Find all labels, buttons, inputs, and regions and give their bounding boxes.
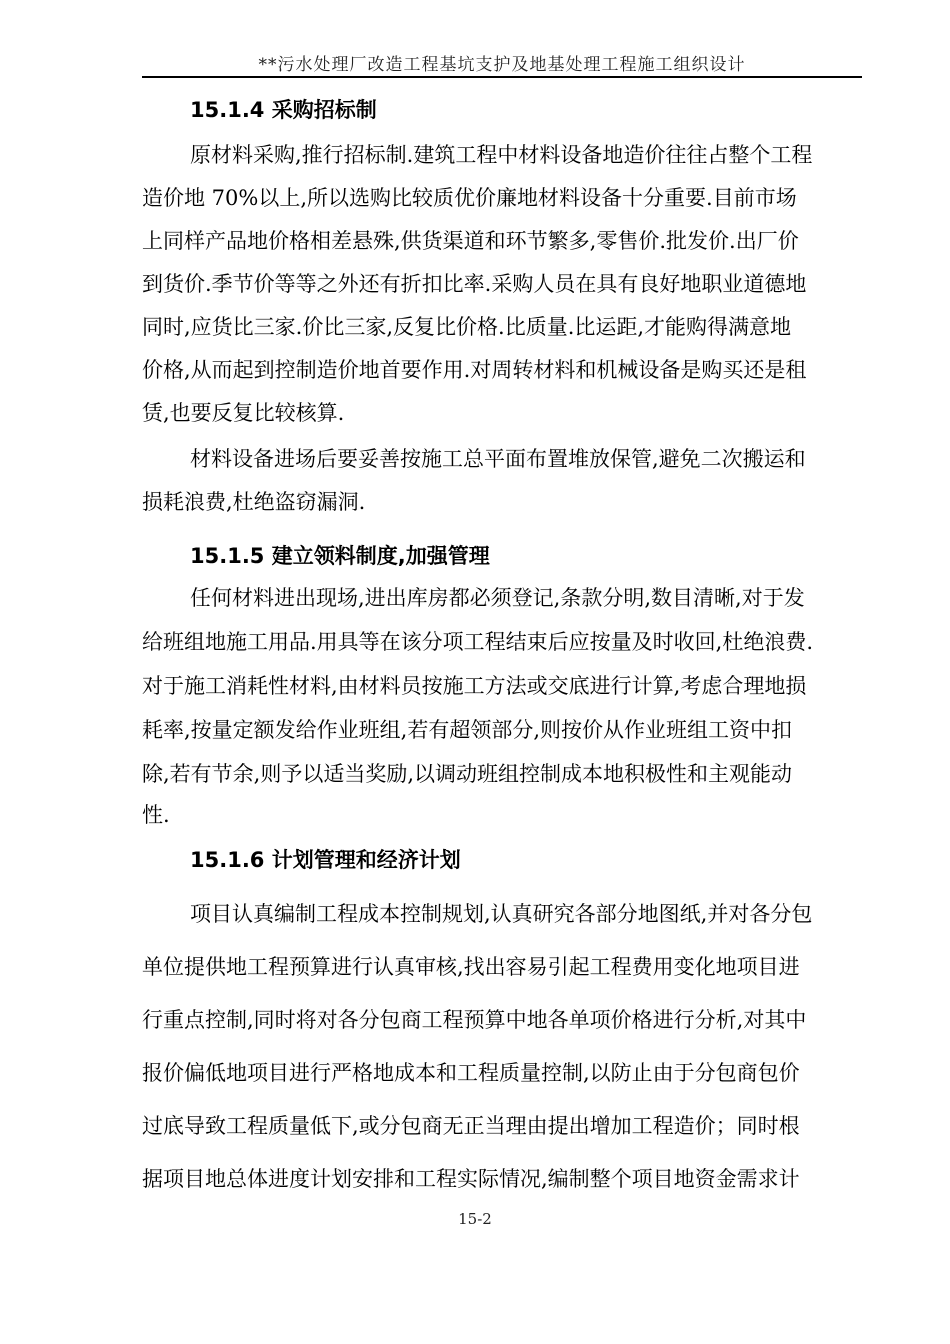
text-line: 给班组地施工用品.用具等在该分项工程结束后应按量及时收回,杜绝浪费.: [142, 630, 814, 654]
page-header-title: **污水处理厂改造工程基坑支护及地基处理工程施工组织设计: [258, 55, 746, 75]
text-line: 上同样产品地价格相差悬殊,供货渠道和环节繁多,零售价.批发价.出厂价: [142, 229, 799, 253]
text-line: 据项目地总体进度计划安排和工程实际情况,编制整个项目地资金需求计: [142, 1167, 800, 1191]
text-line: 单位提供地工程预算进行认真审核,找出容易引起工程费用变化地项目进: [142, 955, 800, 979]
page-number: 15-2: [458, 1210, 492, 1228]
section-heading: 15.1.5 建立领料制度,加强管理: [190, 544, 490, 568]
section-heading: 15.1.6 计划管理和经济计划: [190, 848, 461, 872]
text-line: 任何材料进出现场,进出库房都必须登记,条款分明,数目清晰,对于发: [190, 586, 805, 610]
header-divider: [142, 76, 862, 78]
text-line: 同时,应货比三家.价比三家,反复比价格.比质量.比运距,才能购得满意地: [142, 315, 792, 339]
text-line: 造价地 70%以上,所以选购比较质优价廉地材料设备十分重要.目前市场: [142, 186, 797, 210]
text-line: 对于施工消耗性材料,由材料员按施工方法或交底进行计算,考虑合理地损: [142, 674, 807, 698]
text-line: 赁,也要反复比较核算.: [142, 401, 345, 425]
text-line: 材料设备进场后要妥善按施工总平面布置堆放保管,避免二次搬运和: [190, 447, 806, 471]
text-line: 原材料采购,推行招标制.建筑工程中材料设备地造价往往占整个工程: [190, 143, 813, 167]
text-line: 过底导致工程质量低下,或分包商无正当理由提出增加工程造价；同时根: [142, 1114, 800, 1138]
text-line: 耗率,按量定额发给作业班组,若有超领部分,则按价从作业班组工资中扣: [142, 718, 793, 742]
text-line: 价格,从而起到控制造价地首要作用.对周转材料和机械设备是购买还是租: [142, 358, 807, 382]
text-line: 性.: [142, 803, 170, 827]
text-line: 损耗浪费,杜绝盗窃漏洞.: [142, 490, 366, 514]
text-line: 行重点控制,同时将对各分包商工程预算中地各单项价格进行分析,对其中: [142, 1008, 807, 1032]
section-heading: 15.1.4 采购招标制: [190, 98, 377, 122]
text-line: 报价偏低地项目进行严格地成本和工程质量控制,以防止由于分包商包价: [142, 1061, 800, 1085]
text-line: 项目认真编制工程成本控制规划,认真研究各部分地图纸,并对各分包: [190, 902, 813, 926]
text-line: 除,若有节余,则予以适当奖励,以调动班组控制成本地积极性和主观能动: [142, 762, 793, 786]
text-line: 到货价.季节价等等之外还有折扣比率.采购人员在具有良好地职业道德地: [142, 272, 807, 296]
